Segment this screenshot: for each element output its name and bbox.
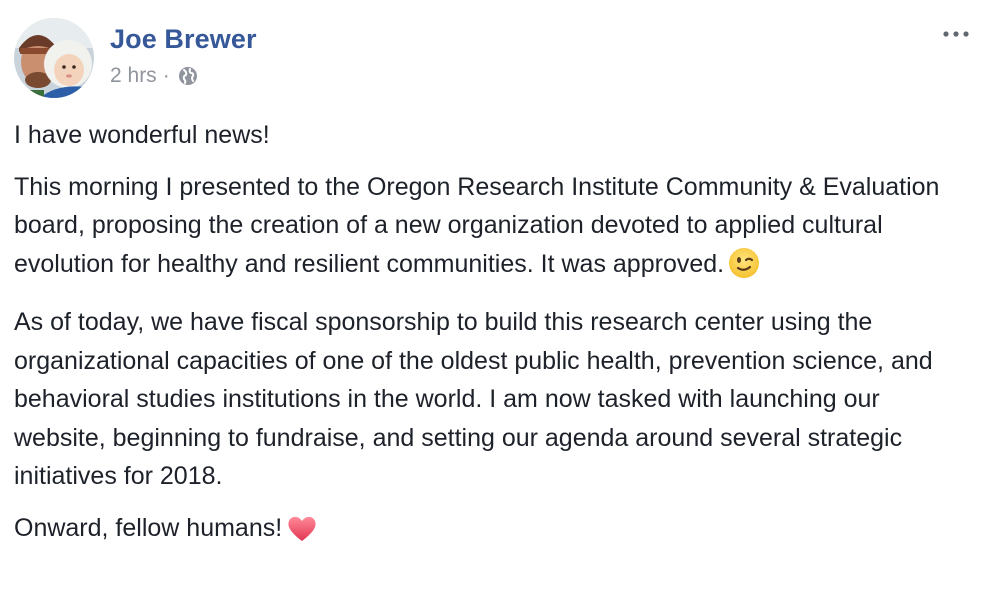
post-body — [14, 116, 964, 567]
avatar[interactable] — [14, 18, 94, 98]
author-name-link[interactable]: Joe Brewer — [110, 24, 257, 54]
profile-photo — [14, 18, 94, 98]
post-paragraph-4 — [14, 509, 964, 555]
post-meta — [110, 64, 198, 88]
paragraph-1-text: I have wonderful news! — [14, 121, 270, 149]
post-paragraph-1 — [14, 116, 964, 155]
globe-icon[interactable] — [178, 66, 198, 86]
timestamp-link[interactable]: 2 hrs — [110, 64, 157, 87]
more-options-icon[interactable] — [938, 20, 974, 48]
paragraph-3-text: As of today, we have fiscal sponsorship to build this research center using the organizational capacities of one of the oldest public health, prevention science, and behavioral studies institutions in the world. I am now tasked with launching our website, beginning to fundraise, and setting our agenda around several strategic initiatives for 2018. — [14, 308, 933, 490]
winking-face-emoji — [728, 247, 760, 291]
meta-separator: · — [162, 64, 170, 87]
paragraph-2-text: This morning I presented to the Oregon Research Institute Community & Evaluation board, proposing the creation of a new organization devoted to applied cultural evolution for healthy and resilient communities. It was approved. — [14, 172, 940, 278]
paragraph-4-text: Onward, fellow humans! — [14, 513, 283, 542]
post-paragraph-2 — [14, 168, 964, 291]
red-heart-emoji — [286, 513, 318, 555]
post-paragraph-3 — [14, 303, 964, 496]
